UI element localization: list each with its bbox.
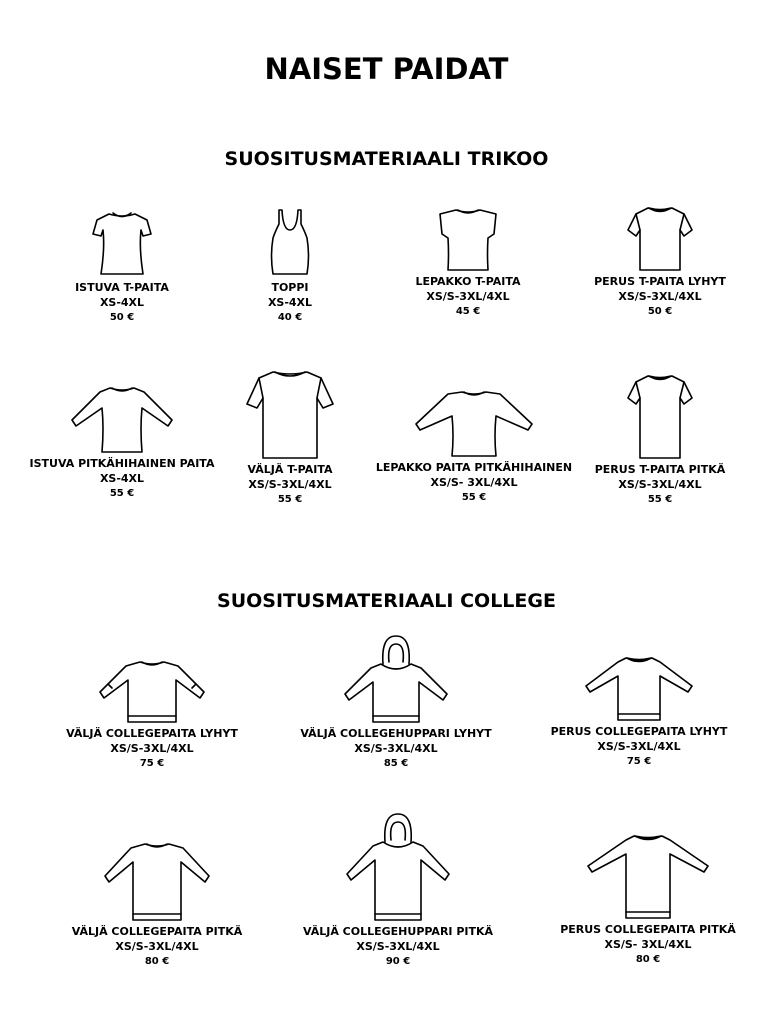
product-name: VÄLJÄ COLLEGEPAITA LYHYT [66, 727, 238, 740]
product-name: VÄLJÄ COLLEGEHUPPARI LYHYT [300, 727, 492, 740]
product-price: 50 € [109, 312, 135, 323]
product-item [580, 204, 740, 319]
fitted-longsleeve-icon [70, 384, 174, 456]
basic-tshirt-short-icon [622, 204, 698, 274]
product-item [548, 832, 748, 967]
product-sizes: XS/S-3XL/4XL [426, 290, 510, 303]
product-item [52, 658, 252, 771]
product-name: LEPAKKO T-PAITA [415, 275, 521, 288]
product-sizes: XS/S- 3XL/4XL [430, 476, 518, 489]
loose-hoodie-short-icon [341, 634, 451, 726]
product-price: 55 € [647, 494, 673, 505]
product-name: LEPAKKO PAITA PITKÄHIHAINEN [375, 461, 573, 474]
section-heading-college: SUOSITUSMATERIAALI COLLEGE [217, 590, 556, 612]
product-item [408, 204, 528, 319]
product-sizes: XS/S-3XL/4XL [115, 940, 199, 953]
product-sizes: XS/S- 3XL/4XL [604, 938, 692, 951]
product-item [288, 812, 508, 969]
product-price: 80 € [144, 956, 170, 967]
tank-top-icon [255, 208, 325, 280]
product-price: 40 € [277, 312, 303, 323]
product-price: 55 € [277, 494, 303, 505]
product-item [22, 384, 222, 501]
product-price: 55 € [109, 488, 135, 499]
product-item [544, 654, 734, 769]
product-price: 50 € [647, 306, 673, 317]
product-name: ISTUVA T-PAITA [75, 281, 169, 294]
product-sizes: XS/S-3XL/4XL [618, 290, 702, 303]
loose-sweatshirt-short-icon [96, 658, 208, 726]
product-price: 75 € [626, 756, 652, 767]
basic-sweatshirt-long-icon [584, 832, 712, 922]
product-item [230, 208, 350, 325]
section-heading-trikoo: SUOSITUSMATERIAALI TRIKOO [224, 148, 549, 170]
product-sizes: XS-4XL [267, 296, 313, 309]
product-item [374, 388, 574, 505]
product-sizes: XS/S-3XL/4XL [354, 742, 438, 755]
loose-hoodie-long-icon [343, 812, 453, 924]
product-item [62, 208, 182, 325]
product-name: PERUS COLLEGEPAITA LYHYT [550, 725, 728, 738]
product-name: VÄLJÄ COLLEGEHUPPARI PITKÄ [302, 925, 494, 938]
product-sizes: XS/S-3XL/4XL [618, 478, 702, 491]
product-item [230, 368, 350, 507]
page-title: NAISET PAIDAT [264, 52, 509, 86]
product-name: ISTUVA PITKÄHIHAINEN PAITA [29, 457, 215, 470]
product-name: VÄLJÄ COLLEGEPAITA PITKÄ [71, 925, 243, 938]
product-sizes: XS-4XL [99, 296, 145, 309]
product-sizes: XS-4XL [99, 472, 145, 485]
batwing-tshirt-icon [432, 204, 504, 274]
loose-tshirt-icon [243, 368, 337, 462]
product-name: PERUS T-PAITA PITKÄ [594, 463, 726, 476]
product-price: 85 € [383, 758, 409, 769]
product-name: TOPPI [271, 281, 309, 294]
fitted-tshirt-icon [87, 208, 157, 280]
product-sizes: XS/S-3XL/4XL [110, 742, 194, 755]
product-name: PERUS T-PAITA LYHYT [594, 275, 726, 288]
batwing-longsleeve-icon [414, 388, 534, 460]
product-sizes: XS/S-3XL/4XL [248, 478, 332, 491]
loose-sweatshirt-long-icon [101, 840, 213, 924]
product-sizes: XS/S-3XL/4XL [356, 940, 440, 953]
product-name: PERUS COLLEGEPAITA PITKÄ [560, 923, 736, 936]
product-price: 55 € [461, 492, 487, 503]
basic-tshirt-long-icon [622, 372, 698, 462]
product-price: 80 € [635, 954, 661, 965]
product-item [286, 634, 506, 771]
product-item [580, 372, 740, 507]
product-price: 75 € [139, 758, 165, 769]
product-price: 90 € [385, 956, 411, 967]
basic-sweatshirt-short-icon [582, 654, 696, 724]
product-name: VÄLJÄ T-PAITA [247, 463, 333, 476]
product-price: 45 € [455, 306, 481, 317]
product-sizes: XS/S-3XL/4XL [597, 740, 681, 753]
product-item [52, 840, 262, 969]
